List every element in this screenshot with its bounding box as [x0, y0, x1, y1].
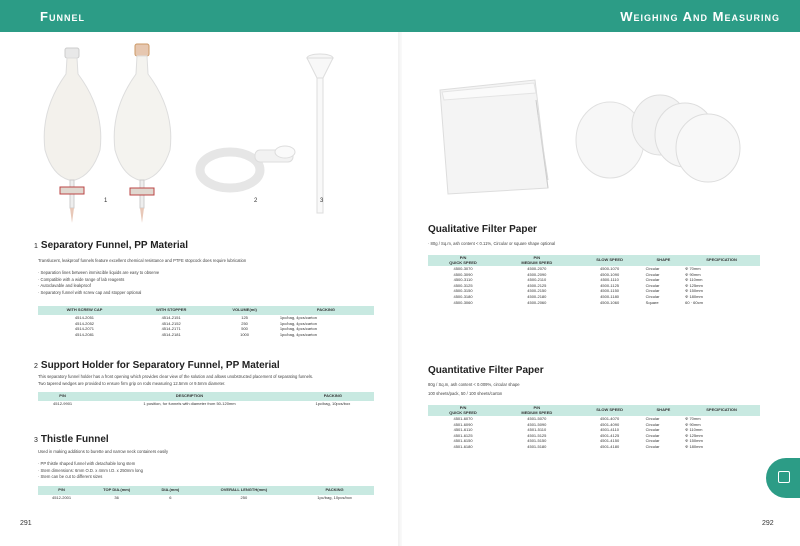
table-row: 4500-3070 4500-2070 4500-1070 Circular Φ 70mm: [453, 266, 701, 271]
image-caption-2: 2: [254, 198, 258, 204]
table-row: 4514-2051 4514-2151 125 1pc/bag, 4pcs/carton: [74, 315, 317, 320]
table-row: 4500-3060 4500-2060 4500-1060 Square 60 · 60cm: [453, 299, 703, 305]
table-row: 4500-3150 4500-2150 4500-1150 Circular Φ 150mm: [453, 288, 703, 294]
separatory-funnel-title: 1 Separatory Funnel, PP Material: [34, 240, 188, 251]
quantitative-filter-desc: 80g / Sq.m, ash content < 0.009%, circular shape 100 sheets/pack, 50 / 100 sheets/carton: [428, 382, 520, 396]
quantitative-filter-title: Quantitative Filter Paper: [428, 365, 544, 376]
table-row: 4514-2052 4514-2152 250 1pc/bag, 4pcs/carton: [74, 320, 317, 326]
circular-filter-paper-image: [576, 95, 740, 182]
qualitative-filter-table: P/N QUICK SPEED P/N MEDIUM SPEED SLOW SPEED SHAPE SPECIFICATION 4500-3070 4500-2070 4500-1070 Circular Φ 70mm 4500-3090 4500-2090 4500-1090 Circular Φ 90mm 4500-3110 4500-2110 4500-1110 Circular Φ 110mm 4500-3125 4500-2125 4500-1125 Circular Φ 125mm 4500-3150 4500-2150 4500-1150 Circular Φ 150mm 4500-3180 4500-2180 4500-1180 Circular Φ 180mm 4500-3060 4500-2060 4500-1060 Square 60 · 60cm: [428, 255, 760, 305]
table-row: 4501-6110 4501-5110 4501-4110 Circular Φ 110mm: [453, 427, 703, 433]
thistle-funnel-title: 3 Thistle Funnel: [34, 434, 109, 445]
header-left-title: Funnel: [40, 9, 85, 24]
thistle-funnel-desc: Used in making additions to burette and narrow neck containers easily: [38, 449, 169, 454]
section-tab[interactable]: [766, 458, 800, 498]
support-holder-desc: This separatory funnel holder has a front opening which provides clear view of the solution and allows unobstructed placement of separating funnels. Two tapered wedges are provided to ensure firm grip on rods measuring 12.5mm or 9.5mm diameter.: [38, 374, 314, 386]
table-row: 4500-3090 4500-2090 4500-1090 Circular Φ 90mm: [453, 271, 701, 277]
support-holder-image: [200, 146, 295, 188]
table-row: 4500-3180 4500-2180 4500-1180 Circular Φ 180mm: [453, 293, 703, 299]
table-row: 4501-6090 4501-5090 4501-4090 Circular Φ 90mm: [453, 421, 701, 427]
table-row: 4501-6125 4501-5125 4501-4125 Circular Φ 125mm: [453, 432, 703, 438]
thistle-funnel-image: [307, 54, 333, 213]
header-right-title: Weighing And Measuring: [620, 9, 780, 24]
table-row: 4514-2071 4514-2171 500 1pc/bag, 4pcs/carton: [74, 326, 317, 332]
image-caption-3: 3: [320, 198, 324, 204]
scale-tab-icon: [778, 471, 790, 483]
separatory-funnel-table: WITH SCREW CAP WITH STOPPER VOLUME(ml) PACKING 4514-2051 4514-2151 125 1pc/bag, 4pcs/carton 4514-2052 4514-2152 250 1pc/bag, 4pcs/carton 4514-2071 4514-2171 500 1pc/bag, 4pcs/carton 4514-2081 4514-2181 1000 1pc/bag, 4pcs/carton: [38, 306, 374, 337]
qualitative-filter-desc: · 80g / Sq.m, ash content < 0.11%, Circular or square shape optional: [428, 241, 556, 246]
image-caption-1: 1: [104, 198, 108, 204]
thistle-funnel-table: P/N TOP DIA.(mm) DIA.(mm) OVERALL LENGTH(mm) PACKING 4512-2001 36 6 250 1pc/bag, 10pcs/box: [38, 486, 374, 501]
funnel-product-photos: [20, 40, 360, 230]
separatory-funnel-desc: Translucent, leakproof funnels feature excellent chemical resistance and PTFE stopcock does require lubrication: [38, 258, 247, 263]
quantitative-filter-table: P/N QUICK SPEED P/N MEDIUM SPEED SLOW SPEED SHAPE SPECIFICATION 4501-6070 4501-5070 4501-4070 Circular Φ 70mm 4501-6090 4501-5090 4501-4090 Circular Φ 90mm 4501-6110 4501-5110 4501-4110 Circular Φ 110mm 4501-6125 4501-5125 4501-4125 Circular Φ 125mm 4501-6150 4501-5150 4501-4150 Circular Φ 150mm 4501-6180 4501-5180 4501-4180 Circular Φ 180mm: [428, 405, 760, 450]
page-header: [0, 0, 800, 32]
table-row: 4514-2081 4514-2181 1000 1pc/bag, 4pcs/carton: [74, 331, 317, 337]
table-row: 4512-2001 36 6 250 1pc/bag, 10pcs/box: [51, 495, 352, 500]
table-row: 4500-3125 4500-2125 4500-1125 Circular Φ 125mm: [453, 282, 703, 288]
separatory-funnel-screwcap-image: [44, 48, 101, 223]
table-row: 4501-6180 4501-5180 4501-4180 Circular Φ 180mm: [453, 443, 703, 449]
support-holder-table: P/N DESCRIPTION PACKING 4512-9901 1 position, for funnels with diameter from 50-120mm 1pc/bag, 10pcs/box: [38, 392, 374, 407]
filter-paper-photos: [430, 70, 750, 200]
separatory-funnel-bullets: · Separation lines between immiscible liquids are easy to observe · Compatible with a wide range of lab reagents · Autoclavable and leakproof · Separatory funnel with screw cap and stopper optional: [38, 270, 160, 295]
page-number-right: 292: [762, 520, 774, 527]
table-row: 4512-9901 1 position, for funnels with diameter from 50-120mm 1pc/bag, 10pcs/box: [53, 401, 351, 406]
separatory-funnel-stopper-image: [114, 44, 171, 223]
table-row: 4500-3110 4500-2110 4500-1110 Circular Φ 110mm: [453, 277, 703, 283]
page-gutter: [398, 32, 402, 546]
square-filter-paper-stack-image: [440, 80, 548, 194]
thistle-funnel-bullets: · PP thistle shaped funnel with detachable long stem · Stem dimensions: 6mm O.D. x 4mm I.D. x 250mm long · Stem can be cut to different sizes: [38, 461, 143, 479]
table-row: 4501-6150 4501-5150 4501-4150 Circular Φ 150mm: [453, 438, 703, 444]
table-row: 4501-6070 4501-5070 4501-4070 Circular Φ 70mm: [453, 416, 701, 421]
support-holder-title: 2 Support Holder for Separatory Funnel, PP Material: [34, 360, 280, 371]
page-number-left: 291: [20, 520, 32, 527]
qualitative-filter-title: Qualitative Filter Paper: [428, 224, 537, 235]
